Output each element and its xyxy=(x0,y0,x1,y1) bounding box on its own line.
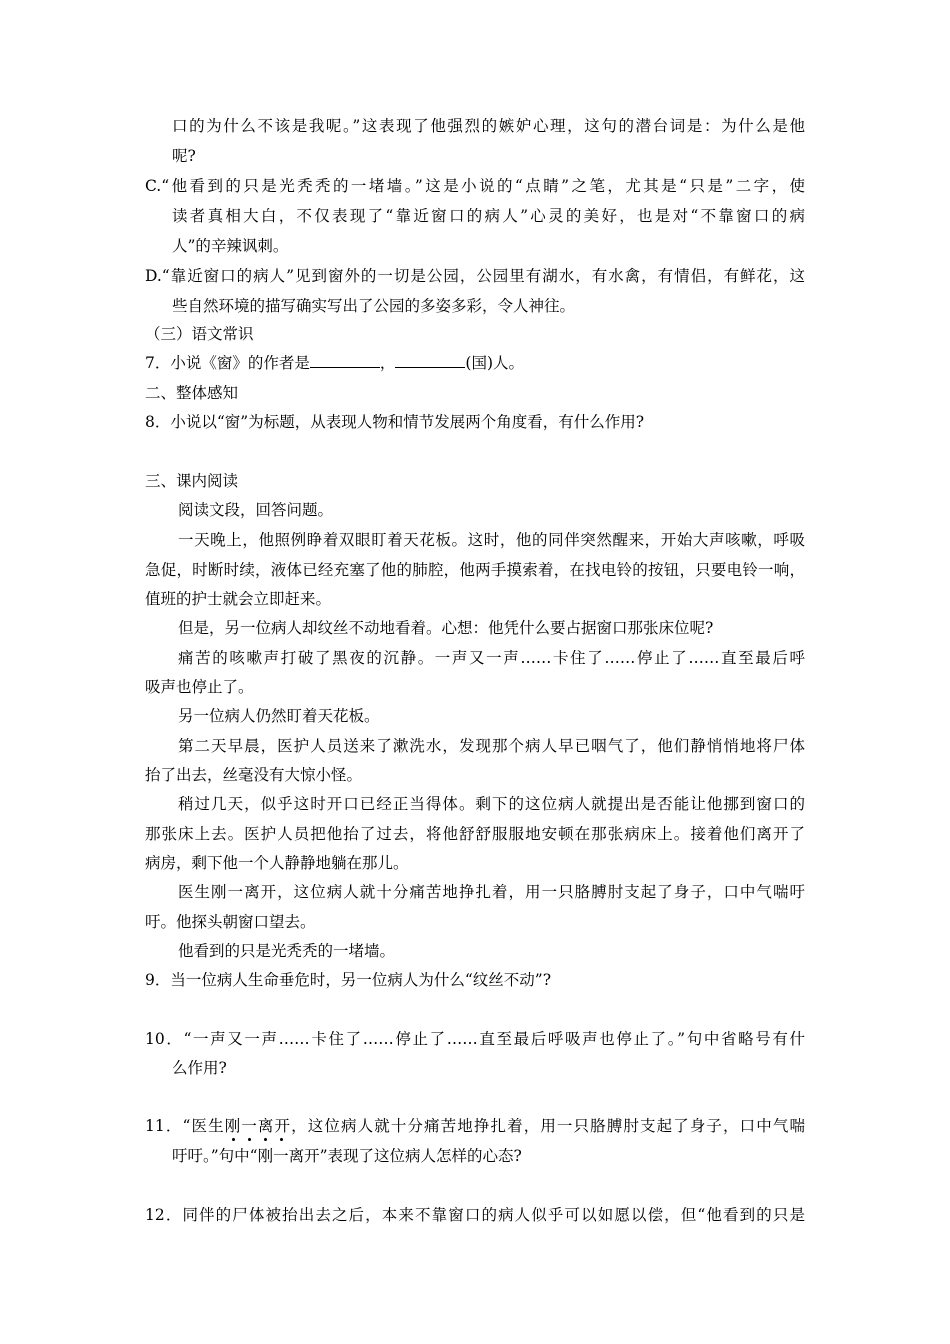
passage-line-2: 急促，时断时续，液体已经充塞了他的肺腔，他两手摸索着，在找电铃的按钮，只要电铃一响， xyxy=(145,561,805,579)
passage-line-9: 抬了出去，丝毫没有大惊小怪。 xyxy=(145,766,363,784)
passage-line-11: 那张床上去。医护人员把他抬了过去，将他舒舒服服地安顿在那张病床上。接着他们离开了 xyxy=(145,825,805,843)
passage-line-13: 医生刚一离开，这位病人就十分痛苦地挣扎着，用一只胳膊肘支起了身子，口中气喘吁 xyxy=(178,883,805,901)
option-b-line-1: 口的为什么不该是我呢。”这表现了他强烈的嫉妒心理，这句的潜台词是：为什么是他 xyxy=(172,117,805,135)
passage-line-5: 痛苦的咳嗽声打破了黑夜的沉静。一声又一声……卡住了……停止了……直至最后呼 xyxy=(178,649,805,667)
question-10-line-2: 么作用? xyxy=(172,1059,227,1077)
question-9: 9．当一位病人生命垂危时，另一位病人为什么“纹丝不动”? xyxy=(145,971,552,989)
option-c-line-1: C.“他看到的只是光秃秃的一堵墙。”这是小说的“点睛”之笔，尤其是“只是”二字，使 xyxy=(145,177,805,195)
passage-line-4: 但是，另一位病人却纹丝不动地看着。心想：他凭什么要占据窗口那张床位呢? xyxy=(178,619,714,637)
question-12: 12．同伴的尸体被抬出去之后，本来不靠窗口的病人似乎可以如愿以偿，但“他看到的只是 xyxy=(145,1206,805,1224)
question-8: 8．小说以“窗”为标题，从表现人物和情节发展两个角度看，有什么作用? xyxy=(145,413,645,431)
question-7-suffix: (国)人。 xyxy=(465,354,524,372)
option-b-line-2: 呢? xyxy=(172,147,196,165)
part3-heading: 三、课内阅读 xyxy=(145,472,239,490)
emphasis-dot xyxy=(232,1138,235,1141)
question-10-line-1: 10．“一声又一声……卡住了……停止了……直至最后呼吸声也停止了。”句中省略号有什 xyxy=(145,1030,805,1048)
question-11-line-1: 11．“医生刚一离开，这位病人就十分痛苦地挣扎着，用一只胳膊肘支起了身子，口中气喘 xyxy=(145,1117,805,1135)
passage-line-15: 他看到的只是光秃秃的一堵墙。 xyxy=(178,942,396,960)
option-c-line-2: 读者真相大白，不仅表现了“靠近窗口的病人”心灵的美好，也是对“不靠窗口的病 xyxy=(172,207,805,225)
option-c-line-3: 人”的辛辣讽刺。 xyxy=(172,237,289,255)
passage-line-10: 稍过几天，似乎这时开口已经正当得体。剩下的这位病人就提出是否能让他挪到窗口的 xyxy=(178,795,805,813)
option-d-line-1: D.“靠近窗口的病人”见到窗外的一切是公园，公园里有湖水，有水禽，有情侣，有鲜花，这 xyxy=(145,267,805,285)
answer-blank-author[interactable] xyxy=(310,353,380,368)
passage-line-1: 一天晚上，他照例睁着双眼盯着天花板。这时，他的同伴突然醒来，开始大声咳嗽，呼吸 xyxy=(178,531,805,549)
passage-line-12: 病房，剩下他一个人静静地躺在那儿。 xyxy=(145,854,409,872)
emphasis-dot xyxy=(264,1138,267,1141)
answer-blank-country[interactable] xyxy=(395,353,465,368)
question-7-prefix: 7．小说《窗》的作者是 xyxy=(145,354,310,372)
option-d-line-2: 些自然环境的描写确实写出了公园的多姿多彩，令人神往。 xyxy=(172,297,576,315)
passage-line-6: 吸声也停止了。 xyxy=(145,678,254,696)
passage-line-7: 另一位病人仍然盯着天花板。 xyxy=(178,707,380,725)
question-11-line-2: 吁吁。”句中“刚一离开”表现了这位病人怎样的心态? xyxy=(172,1147,522,1165)
emphasis-dot xyxy=(280,1138,283,1141)
part2-heading: 二、整体感知 xyxy=(145,384,239,402)
question-7 xyxy=(145,353,524,373)
passage-line-8: 第二天早晨，医护人员送来了漱洗水，发现那个病人早已咽气了，他们静悄悄地将尸体 xyxy=(178,737,805,755)
emphasis-dot xyxy=(248,1138,251,1141)
reading-instruction: 阅读文段，回答问题。 xyxy=(178,501,334,519)
section3-heading: （三）语文常识 xyxy=(145,325,254,343)
passage-line-3: 值班的护士就会立即赶来。 xyxy=(145,590,332,608)
passage-line-14: 吁。他探头朝窗口望去。 xyxy=(145,913,316,931)
question-7-comma: ， xyxy=(379,354,396,372)
